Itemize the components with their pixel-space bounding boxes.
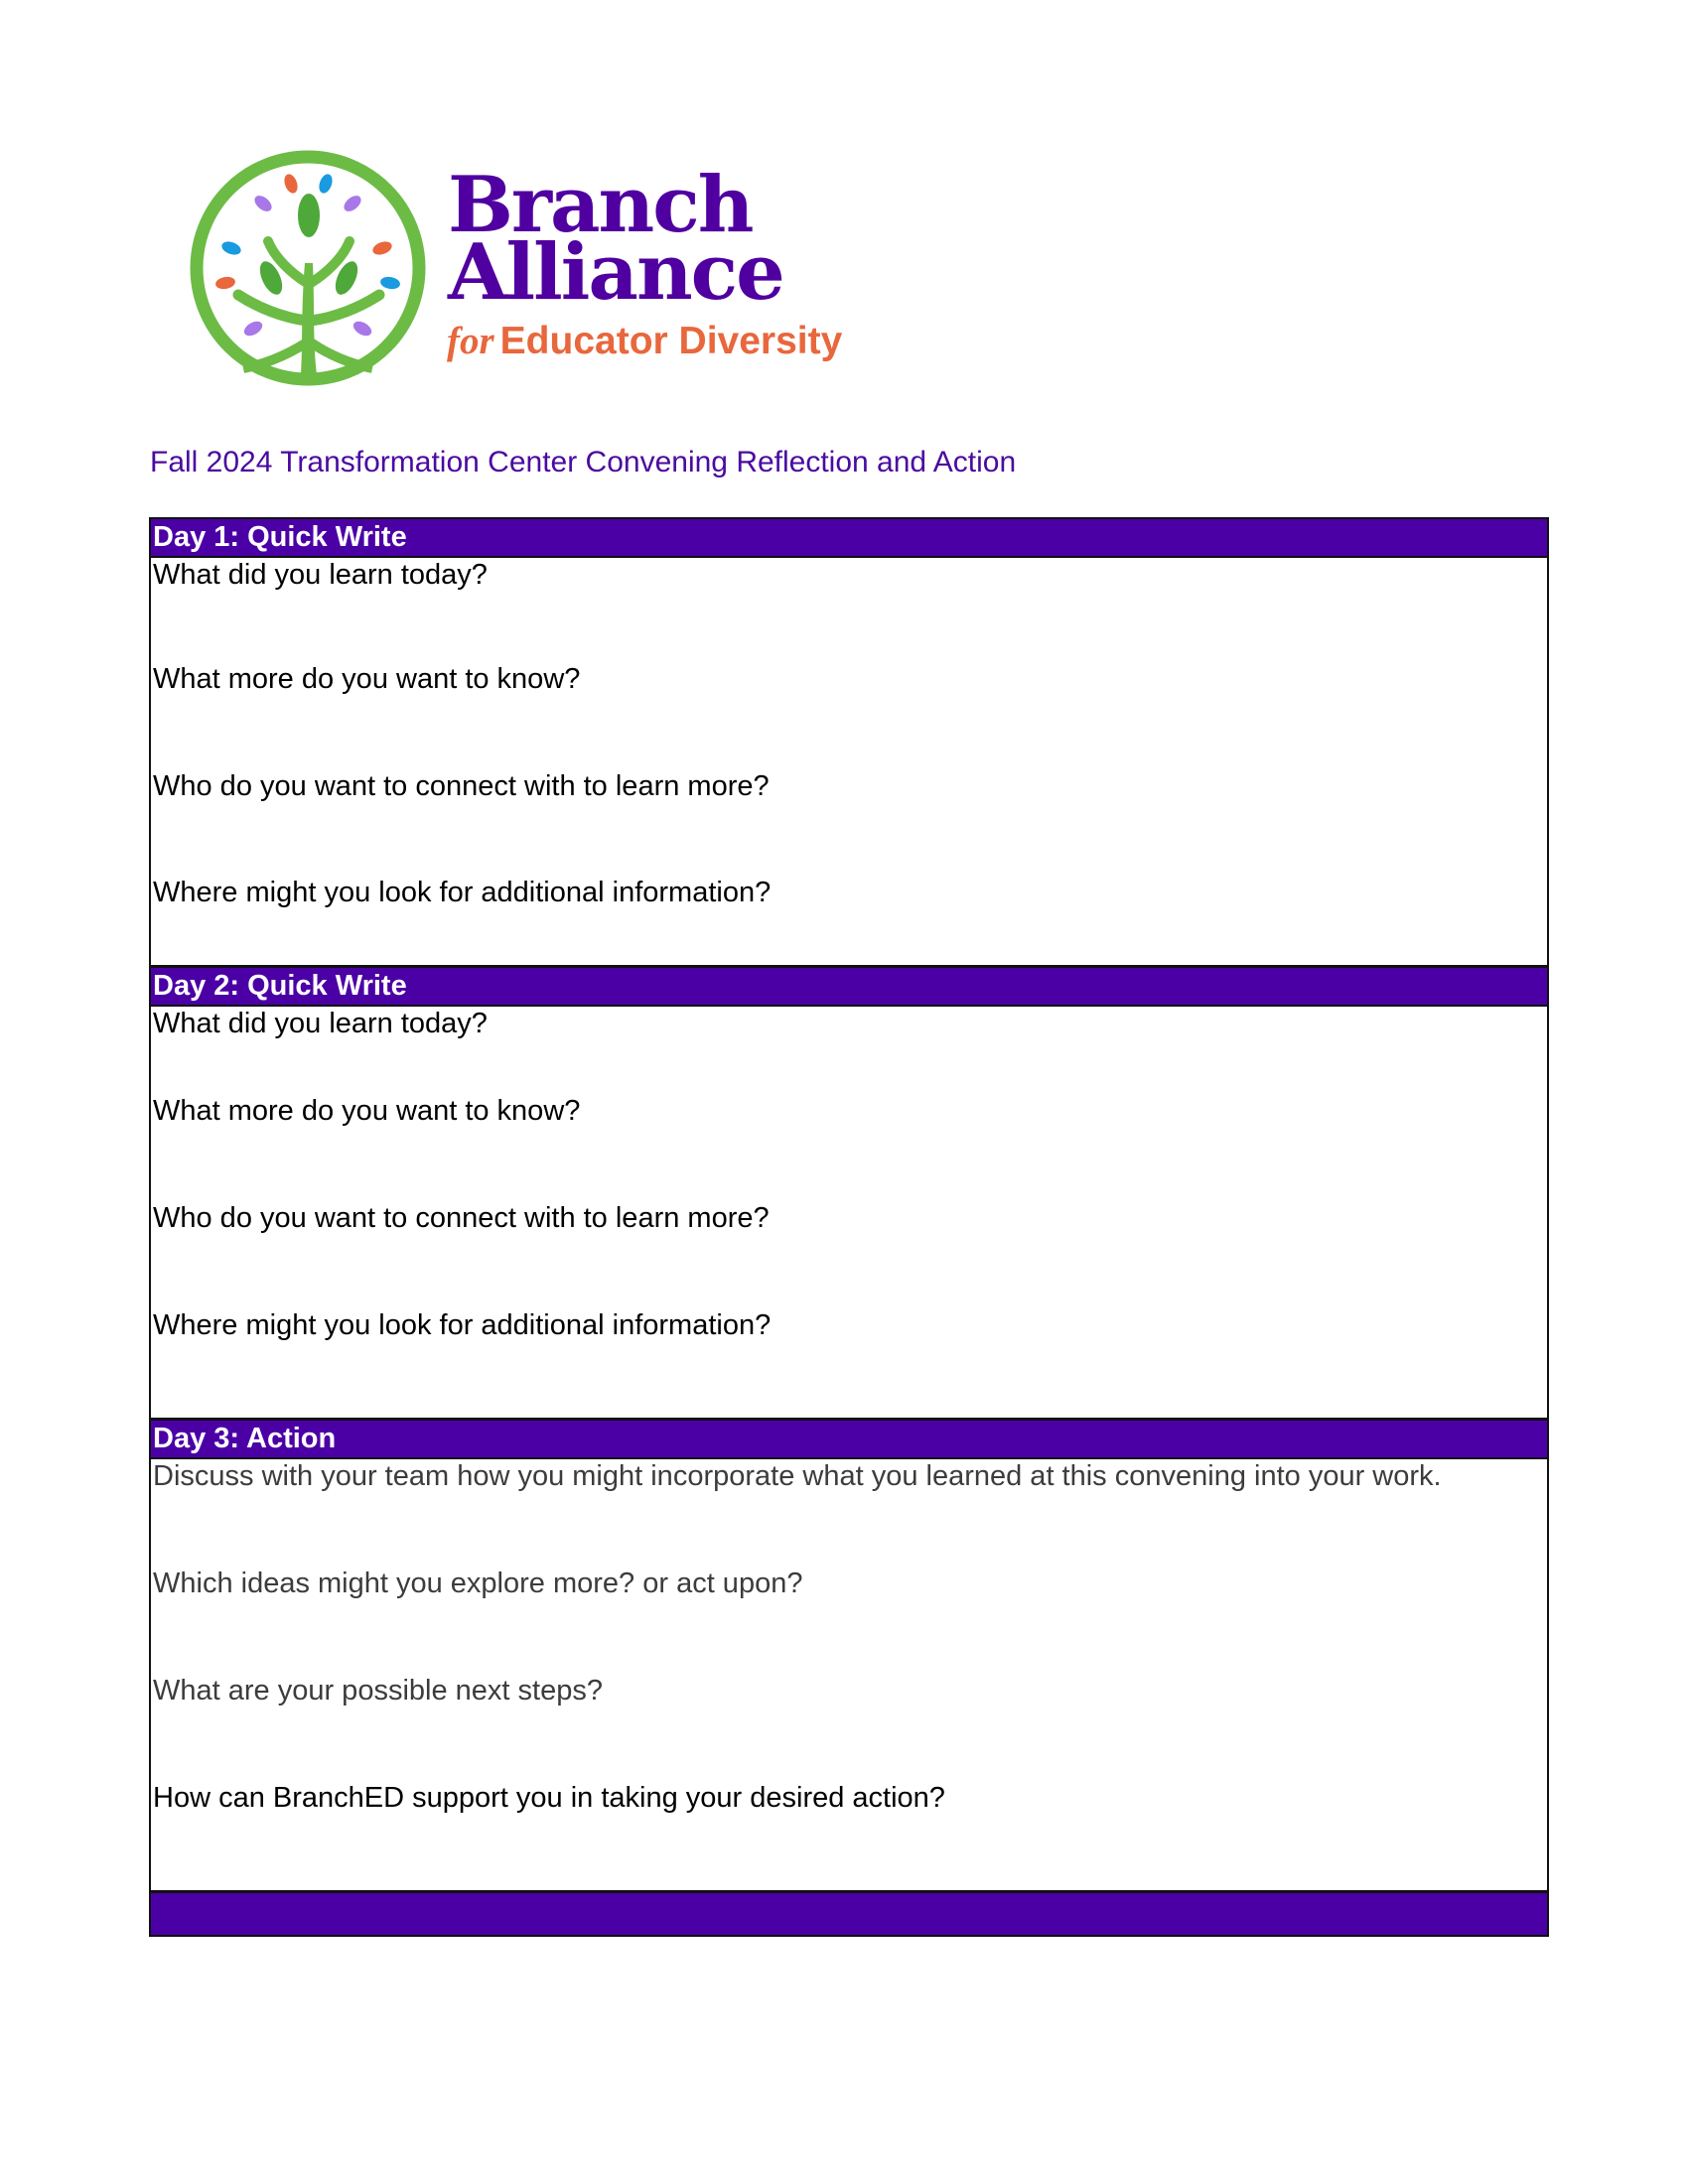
section-day-1 xyxy=(149,517,1549,967)
footer-bar xyxy=(149,1891,1549,1937)
logo-tagline-for: for xyxy=(447,320,494,362)
question: Who do you want to connect with to learn more? xyxy=(153,770,770,802)
question: Which ideas might you explore more? or act upon? xyxy=(153,1568,803,1599)
logo-line-alliance: Alliance xyxy=(448,227,783,318)
question: Who do you want to connect with to learn more? xyxy=(153,1202,770,1234)
section-day-3 xyxy=(149,1419,1549,1892)
question: What more do you want to know? xyxy=(153,663,581,695)
question: Where might you look for additional information? xyxy=(153,877,772,908)
section-day-2 xyxy=(149,966,1549,1420)
question: What did you learn today? xyxy=(153,1008,488,1039)
tree-emblem-icon xyxy=(184,144,432,392)
logo-line-branch: Branch xyxy=(448,160,753,250)
section-heading: Day 1: Quick Write xyxy=(151,519,1547,558)
question: Where might you look for additional information? xyxy=(153,1309,772,1341)
question: What are your possible next steps? xyxy=(153,1675,603,1706)
question: What did you learn today? xyxy=(153,559,488,591)
document-title: Fall 2024 Transformation Center Convening Reflection and Action xyxy=(150,446,1017,478)
question: Discuss with your team how you might incorporate what you learned at this convening into your work. xyxy=(153,1460,1442,1492)
section-heading: Day 2: Quick Write xyxy=(151,968,1547,1007)
logo-wordmark xyxy=(448,160,783,318)
logo-tagline-rest: Educator Diversity xyxy=(499,320,843,362)
section-heading: Day 3: Action xyxy=(151,1421,1547,1459)
question: How can BranchED support you in taking your desired action? xyxy=(153,1782,945,1814)
question: What more do you want to know? xyxy=(153,1095,581,1127)
branch-alliance-logo xyxy=(184,144,899,392)
logo-tagline xyxy=(447,320,842,363)
